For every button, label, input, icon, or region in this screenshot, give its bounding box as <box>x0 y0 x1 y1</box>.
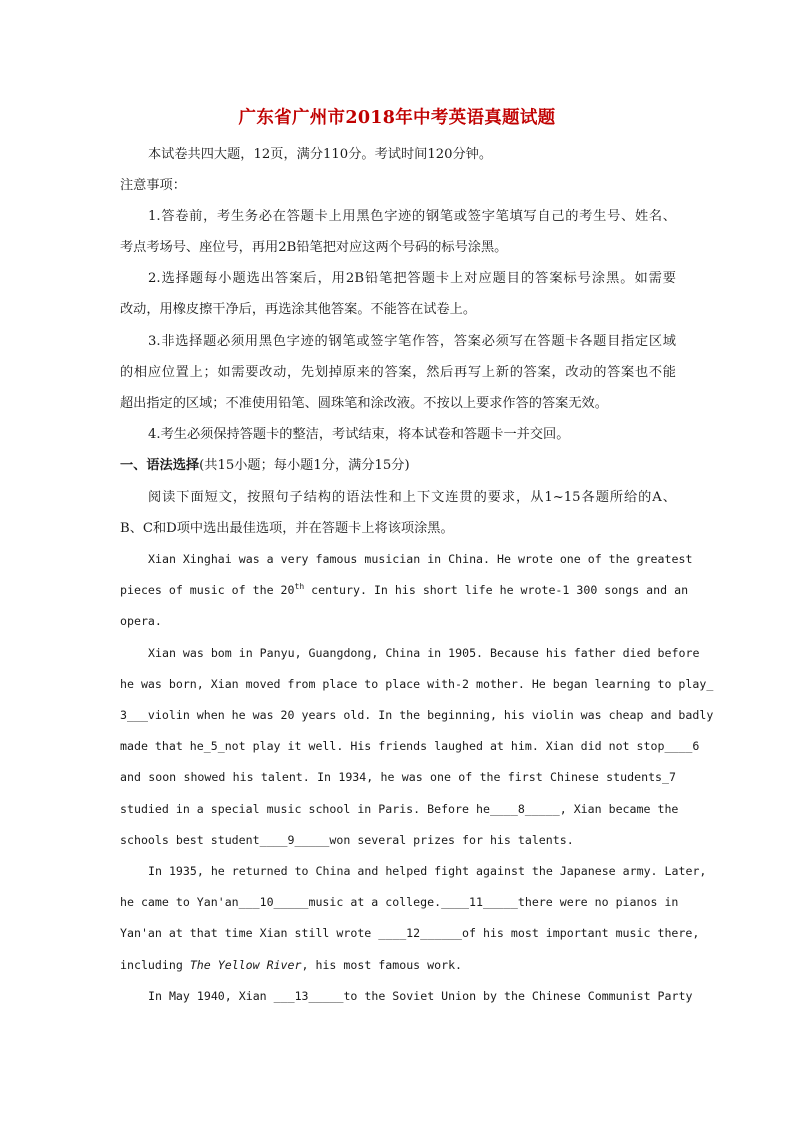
note-1-line-2: 考点考场号、座位号，再用2B铅笔把对应这两个号码的标号涂黑。 <box>120 240 508 255</box>
note-3-line-3: 超出指定的区域；不准使用铅笔、圆珠笔和涂改液。不按以上要求作答的答案无效。 <box>120 396 608 411</box>
para-2-line-1: Xian was bom in Panyu, Guangdong, China in 1905. Because his father died before <box>148 646 700 660</box>
para-3-line-4-b: , his most famous work. <box>301 958 463 972</box>
instruction-line-1: 阅读下面短文，按照句子结构的语法性和上下文连贯的要求，从1~15各题所给的A、 <box>148 490 676 505</box>
para-2-line-4: made that he_5_not play it well. His friends laughed at him. Xian did not stop____6 <box>120 739 700 753</box>
note-3-line-1: 3.非选择题必须用黑色字迹的钢笔或签字笔作答，答案必须写在答题卡各题目指定区域 <box>148 334 676 349</box>
para-3-line-3: Yan'an at that time Xian still wrote ____12______of his most important music there, <box>120 926 700 940</box>
instruction-line-2: B、C和D项中选出最佳选项，并在答题卡上将该项涂黑。 <box>120 521 454 536</box>
para-2-line-7: schools best student____9_____won several prizes for his talents. <box>120 833 574 847</box>
para-1-line-2 <box>120 575 689 606</box>
para-1-line-2-b: century. In his short life he wrote-1 300 songs and an <box>304 583 689 597</box>
para-2-line-6: studied in a special music school in Paris. Before he____8_____, Xian became the <box>120 802 679 816</box>
section-1-heading <box>120 450 676 481</box>
superscript-th: th <box>294 582 305 592</box>
work-title-italic: The Yellow River <box>189 958 302 972</box>
page-title: 广东省广州市2018年中考英语真题试题 <box>238 108 556 128</box>
para-3-line-1: In 1935, he returned to China and helped fight against the Japanese army. Later, <box>148 864 707 878</box>
para-3-line-2: he came to Yan'an___10_____music at a college.____11_____there were no pianos in <box>120 895 679 909</box>
intro-line: 本试卷共四大题，12页，满分110分。考试时间120分钟。 <box>148 147 493 162</box>
para-3-line-4 <box>120 950 676 981</box>
para-4-line-1: In May 1940, Xian ___13_____to the Soviet Union by the Chinese Communist Party <box>148 989 693 1003</box>
note-2-line-1: 2.选择题每小题选出答案后，用2B铅笔把答题卡上对应题目的答案标号涂黑。如需要 <box>148 271 676 286</box>
note-2-line-2: 改动，用橡皮擦干净后，再选涂其他答案。不能答在试卷上。 <box>120 302 477 317</box>
para-1-line-1: Xian Xinghai was a very famous musician in China. He wrote one of the greatest <box>148 552 693 566</box>
para-2-line-2: he was born, Xian moved from place to place with-2 mother. He began learning to play_ <box>120 677 714 691</box>
note-4-line-1: 4.考生必须保持答题卡的整洁，考试结束，将本试卷和答题卡一并交回。 <box>148 427 570 442</box>
note-3-line-2: 的相应位置上；如需要改动，先划掉原来的答案，然后再写上新的答案，改动的答案也不能 <box>120 365 676 380</box>
para-2-line-3: 3___violin when he was 20 years old. In the beginning, his violin was cheap and badly <box>120 708 714 722</box>
para-2-line-5: and soon showed his talent. In 1934, he was one of the first Chinese students_7 <box>120 770 676 784</box>
para-3-line-4-a: including <box>120 958 190 972</box>
para-1-line-3: opera. <box>120 614 162 628</box>
note-1-line-1: 1.答卷前，考生务必在答题卡上用黑色字迹的钢笔或签字笔填写自己的考生号、姓名、 <box>148 209 676 224</box>
notes-heading: 注意事项： <box>120 178 186 193</box>
para-1-line-2-a: pieces of music of the 20 <box>120 583 295 597</box>
section-1-heading-bold: 一、语法选择 <box>120 458 200 473</box>
section-1-heading-rest: (共15小题；每小题1分，满分15分) <box>199 458 410 473</box>
